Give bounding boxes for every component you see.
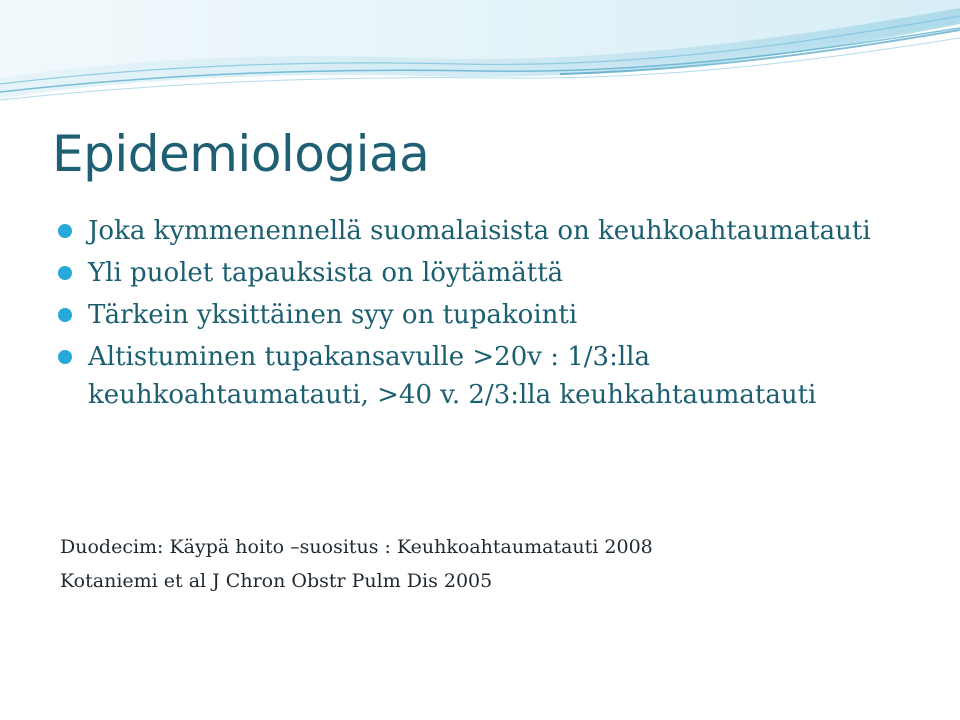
- references: [60, 530, 940, 598]
- bullet-icon: [58, 308, 72, 322]
- bullet-icon: [58, 350, 72, 364]
- bullet-text: Yli puolet tapauksista on löytämättä: [88, 258, 564, 288]
- bullet-icon: [58, 266, 72, 280]
- bullet-list: [58, 212, 918, 418]
- bullet-text: Tärkein yksittäinen syy on tupakointi: [88, 300, 578, 330]
- bullet-item: [58, 296, 918, 334]
- header-wave-decoration: [0, 0, 960, 120]
- bullet-text: Joka kymmenennellä suomalaisista on keuhkoahtaumatauti: [88, 216, 871, 246]
- reference-line: Kotaniemi et al J Chron Obstr Pulm Dis 2005: [60, 570, 493, 592]
- bullet-item: [58, 212, 918, 250]
- reference-line: Duodecim: Käypä hoito –suositus : Keuhkoahtaumatauti 2008: [60, 536, 653, 558]
- bullet-item: [58, 254, 918, 292]
- bullet-item: [58, 338, 918, 414]
- slide-title: Epidemiologiaa: [52, 125, 430, 183]
- bullet-text: Altistuminen tupakansavulle >20v : 1/3:lla keuhkoahtaumatauti, >40 v. 2/3:lla keuhkahtaumatauti: [88, 342, 817, 410]
- bullet-icon: [58, 224, 72, 238]
